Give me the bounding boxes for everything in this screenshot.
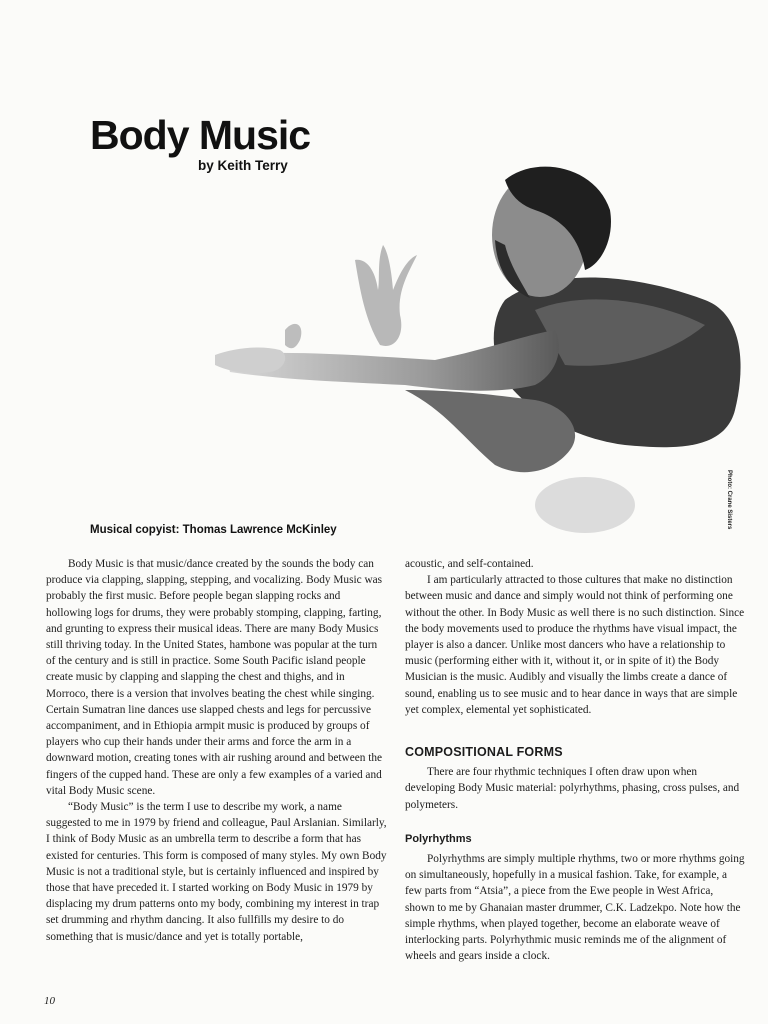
page-number: 10 xyxy=(44,995,55,1007)
photo-credit: Photo: Crane Sisters xyxy=(726,470,732,530)
subheading: Polyrhythms xyxy=(405,832,472,845)
body-paragraph: Body Music is that music/dance created by the sounds the body can produce via clapping, slapping, stepping, and vocalizing. Body Music was probably the first music. Before people began slapping rocks and hollowing logs for drums, they were probably stomping, clapping, farting, and grunting to express their musical ideas. There are many Body Musics still thriving today. In the United States, hambone was popular at the turn of the century and is still in practice. Some South Pacific island people create music by clapping and slapping the chest and thighs, and in Morroco, there is a version that involves beating the chest while singing. Certain Sumatran line dances use slapped chests and legs for percussive accompaniment, and in Ethiopia armpit music is produced by groups of players who cup their hands under their arms and force the arm in a downward motion, creating tones with air rushing around and between the fingers of the cupped hand. These are only a few examples of a varied and vital Body Music scene. xyxy=(46,558,383,797)
section-heading: COMPOSITIONAL FORMS xyxy=(405,745,563,760)
copyist-credit: Musical copyist: Thomas Lawrence McKinley xyxy=(90,524,337,536)
body-paragraph: I am particularly attracted to those cultures that make no distinction between music and dance and simply would not think of performing one without the other. In Body Music as well there is no such distinction. Since the body movements used to produce the rhythms have visual impact, the player is also a dancer. Unlike most dancers who have a relationship to music (performing either with it, without it, or in spite of it) the Body Musician is the music. Audibly and visually the limbs create a dance of sound, enabling us to see music and to hear dance in ways that are simple yet complex, elemental yet sophisticated. xyxy=(405,574,745,716)
article-title: Body Music xyxy=(90,112,311,158)
body-paragraph: Polyrhythms are simply multiple rhythms, two or more rhythms going on simultaneously, hopefully in a musical fashion. Take, for example, a few parts from “Atsia”, a piece from the Ewe people in West Africa, shown to me by Ghanaian master drummer, C.K. Ladzekpo. Note how the simple rhythms, when played together, become an elaborate weave of interlocking parts. Polyrhythmic music reminds me of the alignment of wheels and gears inside a clock. xyxy=(405,853,745,963)
continued-text: acoustic, and self-contained. xyxy=(405,558,534,570)
body-paragraph: “Body Music” is the term I use to describe my work, a name suggested to me in 1979 by friend and colleague, Paul Arslanian. Similarly, I think of Body Music as an umbrella term to describe a form that has existed for centuries. This form is composed of many styles. My own Body Music is not a traditional style, but is certainly influenced and inspired by those that have preceded it. I started working on Body Music in 1979 by displacing my drum patterns onto my body, combining my interest in trap set drumming and rhythm dancing. It also fullfills my desire to do something that is music/dance and yet is totally portable, xyxy=(46,801,387,943)
byline: by Keith Terry xyxy=(198,158,288,173)
left-column xyxy=(46,556,388,945)
right-column xyxy=(405,556,745,964)
performer-photo xyxy=(205,150,745,550)
body-paragraph: There are four rhythmic techniques I often draw upon when developing Body Music material: polyrhythms, phasing, cross pulses, and polymeters. xyxy=(405,766,740,811)
